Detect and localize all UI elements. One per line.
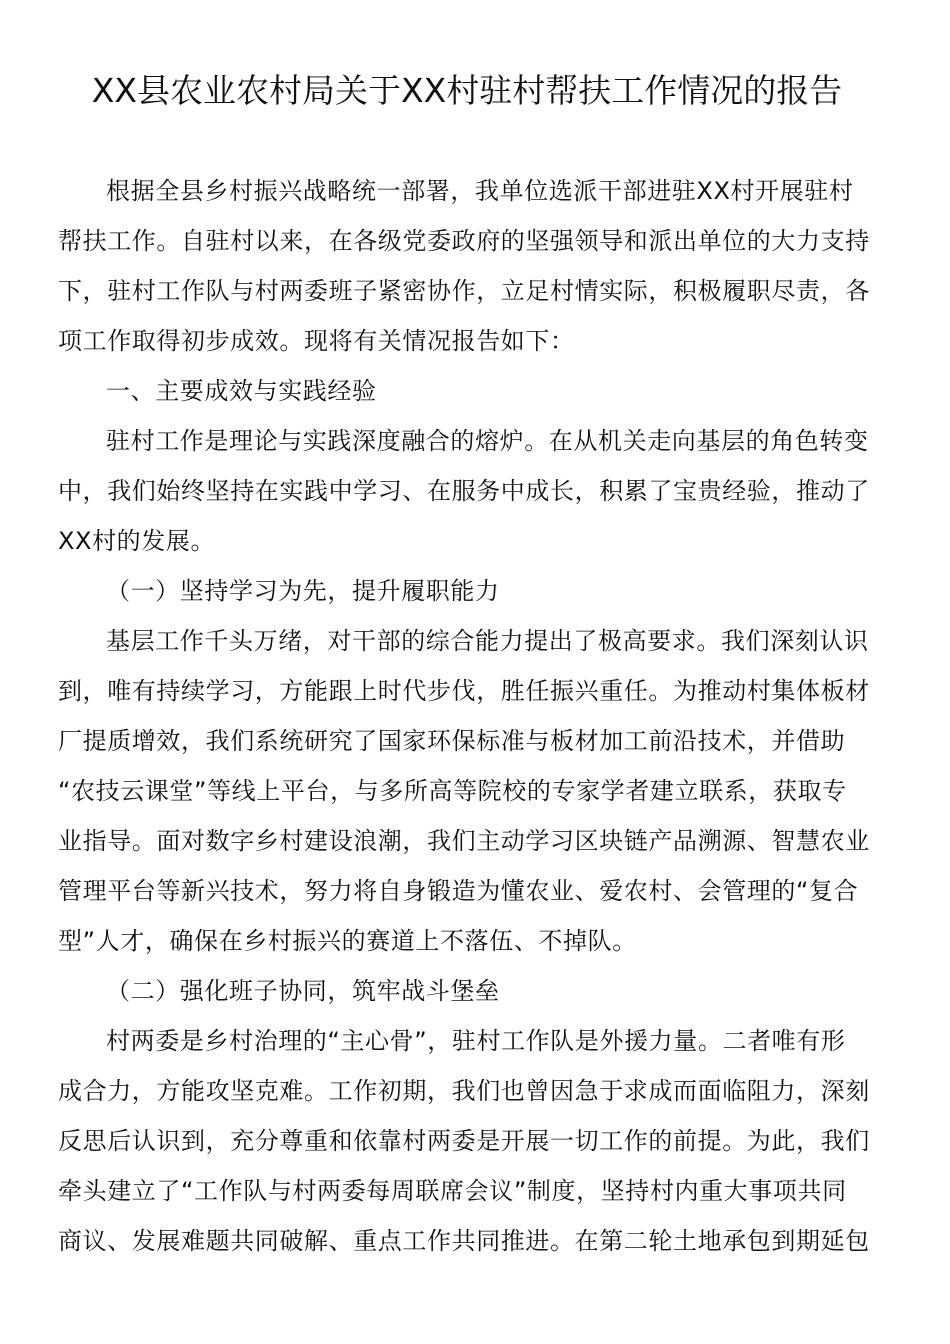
text-line: 帮扶工作。自驻村以来，在各级党委政府的坚强领导和派出单位的大力支持 [58, 227, 870, 255]
paragraph-section-intro [58, 416, 876, 566]
text-line: 业指导。面对数字乡村建设浪潮，我们主动学习区块链产品溯源、智慧农业 [58, 827, 870, 855]
text-line: 管理平台等新兴技术，努力将自身锻造为懂农业、爱农村、会管理的“复合 [58, 877, 859, 905]
text-line: 反思后认识到，充分尊重和依靠村两委是开展一切工作的前提。为此，我们 [58, 1127, 870, 1155]
text-line: 商议、发展难题共同破解、重点工作共同推进。在第二轮土地承包到期延包 [58, 1227, 870, 1255]
subsection-heading: （一）坚持学习为先，提升履职能力 [106, 577, 500, 605]
document-title: XX县农业农村局关于XX村驻村帮扶工作情况的报告 [91, 71, 843, 110]
text-line: 驻村工作是理论与实践深度融合的熔炉。在从机关走向基层的角色转变 [106, 427, 869, 455]
subsection-heading: （二）强化班子协同，筑牢战斗堡垒 [106, 977, 500, 1005]
text-line: 中，我们始终坚持在实践中学习、在服务中成长，积累了宝贵经验，推动了 [58, 477, 870, 505]
text-line: “农技云课堂”等线上平台，与多所高等院校的专家学者建立联系，获取专 [58, 777, 847, 805]
section-heading: 一、主要成效与实践经验 [106, 377, 377, 405]
text-line: 项工作取得初步成效。现将有关情况报告如下： [58, 327, 575, 355]
text-line: 根据全县乡村振兴战略统一部署，我单位选派干部进驻XX村开展驻村 [106, 177, 854, 205]
text-line: 牵头建立了“工作队与村两委每周联席会议”制度，坚持村内重大事项共同 [58, 1177, 847, 1205]
text-line: 到，唯有持续学习，方能跟上时代步伐，胜任振兴重任。为推动村集体板材 [58, 677, 870, 705]
text-line: 成合力，方能攻坚克难。工作初期，我们也曾因急于求成而面临阻力，深刻 [58, 1077, 870, 1105]
paragraph-intro [58, 166, 876, 366]
text-line: XX村的发展。 [58, 527, 216, 555]
text-line: 型”人才，确保在乡村振兴的赛道上不落伍、不掉队。 [58, 927, 637, 955]
text-line: 基层工作千头万绪，对干部的综合能力提出了极高要求。我们深刻认识 [106, 627, 869, 655]
paragraph-learning [58, 616, 876, 966]
paragraph-coordination [58, 1016, 876, 1266]
text-line: 村两委是乡村治理的“主心骨”，驻村工作队是外援力量。二者唯有形 [106, 1027, 846, 1055]
document-body [58, 166, 876, 1266]
text-line: 厂提质增效，我们系统研究了国家环保标准与板材加工前沿技术，并借助 [58, 727, 846, 755]
text-line: 下，驻村工作队与村两委班子紧密协作，立足村情实际，积极履职尽责，各 [58, 277, 870, 305]
